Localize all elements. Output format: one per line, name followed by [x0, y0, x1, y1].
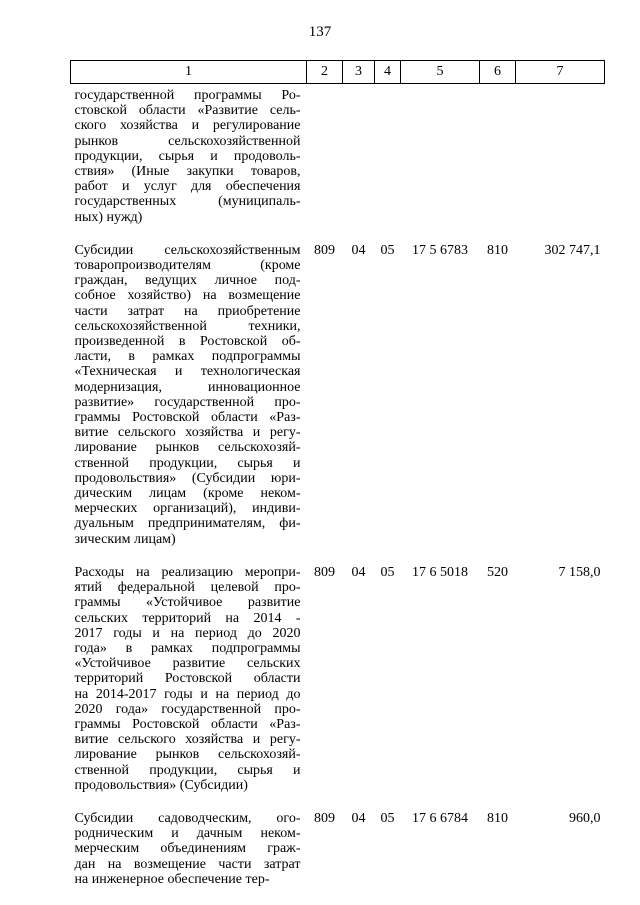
section-code: 04	[351, 564, 366, 580]
description-line: лирование рынков сельскохозяй-	[74, 747, 301, 763]
target-article-code	[401, 84, 480, 225]
amount: 7 158,0	[558, 564, 601, 580]
expense-type-code: 810	[487, 242, 508, 258]
row-description	[71, 225, 307, 547]
description-line: дуальным предпринимателям, фи-	[74, 516, 301, 532]
ministry-code: 809	[314, 242, 335, 258]
section-code: 04	[351, 242, 366, 258]
description-line: развитие» государственной про-	[74, 394, 301, 410]
description-line: граммы Ростовской области «Раз-	[74, 410, 301, 426]
description-line: территорий Ростовской области	[74, 671, 301, 687]
target-article-code: 17 5 6783	[412, 242, 468, 258]
ministry-code	[307, 84, 343, 225]
table-row	[71, 225, 605, 547]
description-line: мерческим объединениям граж-	[74, 841, 301, 857]
column-header-4: 4	[375, 61, 401, 84]
description-line: продовольствия» (Субсидии)	[74, 777, 248, 793]
description-line: продовольствия» (Субсидии юри-	[74, 470, 301, 486]
description-line: ласти, в рамках подпрограммы	[74, 349, 301, 365]
subsection-code	[375, 84, 401, 225]
description-line: Расходы на реализацию меропри-	[74, 564, 301, 580]
ministry-code: 809	[314, 564, 335, 580]
expense-type-code: 810	[487, 810, 508, 826]
description-line: лирование рынков сельскохозяй-	[74, 440, 301, 456]
table-row	[71, 84, 605, 225]
description-line: сельскохозяйственной техники,	[74, 318, 301, 334]
description-line: ственной продукции, сырья и	[74, 455, 301, 471]
column-header-2: 2	[307, 61, 343, 84]
expense-type-code	[480, 84, 516, 225]
column-header-3: 3	[343, 61, 375, 84]
description-line: граммы Ростовской области «Раз-	[74, 716, 301, 732]
description-line: рынков сельскохозяйственной	[74, 133, 301, 149]
column-header-1: 1	[71, 61, 307, 84]
row-description	[71, 84, 307, 225]
page-number: 137	[308, 24, 332, 40]
expense-type-code: 520	[487, 564, 508, 580]
description-line: ятий федеральной целевой про-	[74, 580, 301, 596]
amount: 960,0	[569, 810, 601, 826]
description-line: дан на возмещение части затрат	[74, 856, 301, 872]
description-line: части затрат на приобретение	[74, 303, 301, 319]
description-line: ственной продукции, сырья и	[74, 762, 301, 778]
section-code	[343, 84, 375, 225]
table-row	[71, 547, 605, 793]
description-line: сельских территорий на 2014 -	[74, 610, 301, 626]
description-line: на инженерное обеспечение тер-	[74, 871, 270, 887]
table-body	[71, 84, 605, 887]
description-line: граммы «Устойчивое развитие	[74, 595, 301, 611]
subsection-code: 05	[380, 242, 395, 258]
column-header-5: 5	[401, 61, 480, 84]
subsection-code: 05	[380, 564, 395, 580]
description-line: мерческих организаций), индиви-	[74, 501, 301, 517]
table-row	[71, 793, 605, 887]
target-article-code: 17 6 5018	[412, 564, 468, 580]
description-line: витие сельского хозяйства и регу-	[74, 732, 301, 748]
description-line: «Устойчивое развитие сельских	[74, 656, 301, 672]
description-line: «Техническая и технологическая	[74, 364, 301, 380]
description-line: государственных (муниципаль-	[74, 194, 301, 210]
budget-table	[70, 60, 605, 887]
description-line: Субсидии садоводческим, ого-	[74, 810, 301, 826]
description-line: ных) нужд)	[74, 209, 143, 225]
column-header-6: 6	[480, 61, 516, 84]
table-header-row	[71, 61, 605, 84]
description-line: родническим и дачным неком-	[74, 826, 301, 842]
amount: 302 747,1	[544, 242, 601, 258]
description-line: зическим лицам)	[74, 531, 176, 547]
description-line: произведенной в Ростовской об-	[74, 334, 301, 350]
description-line: государственной программы Ро-	[74, 88, 301, 103]
description-line: витие сельского хозяйства и регу-	[74, 425, 301, 441]
description-line: продукции, сырья и продоволь-	[74, 148, 301, 164]
amount	[516, 84, 605, 225]
description-line: дическим лицам (кроме неком-	[74, 486, 301, 502]
description-line: граждан, ведущих личное под-	[74, 273, 301, 289]
column-header-7: 7	[516, 61, 605, 84]
description-line: 2020 года» государственной про-	[74, 701, 301, 717]
description-line: года» в рамках подпрограммы	[74, 640, 301, 656]
description-line: на 2014-2017 годы и на период до	[74, 686, 301, 702]
ministry-code: 809	[314, 810, 335, 826]
description-line: товаропроизводителям (кроме	[74, 258, 301, 274]
description-line: работ и услуг для обеспечения	[74, 179, 301, 195]
row-description	[71, 793, 307, 887]
description-line: ского хозяйства и регулирование	[74, 118, 301, 134]
description-line: собное хозяйство) на возмещение	[74, 288, 301, 304]
description-line: модернизация, инновационное	[74, 379, 301, 395]
description-line: ствия» (Иные закупки товаров,	[74, 164, 301, 180]
description-line: Субсидии сельскохозяйственным	[74, 242, 301, 258]
target-article-code: 17 6 6784	[412, 810, 468, 826]
description-line: стовской области «Развитие сель-	[74, 103, 301, 119]
section-code: 04	[351, 810, 366, 826]
description-line: 2017 годы и на период до 2020	[74, 625, 301, 641]
subsection-code: 05	[380, 810, 395, 826]
row-description	[71, 547, 307, 793]
